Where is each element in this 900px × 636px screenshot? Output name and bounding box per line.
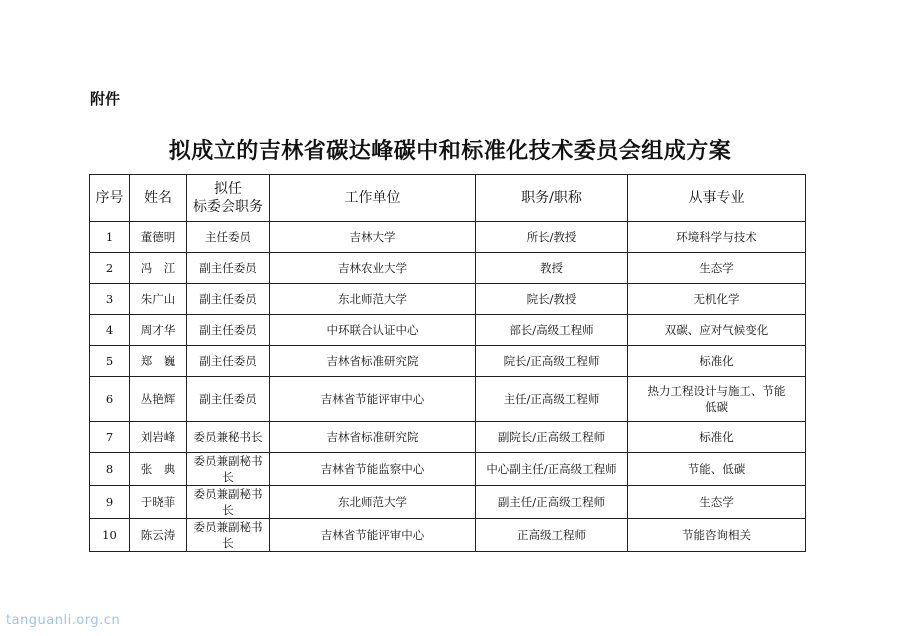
cell-role: 副主任委员: [187, 315, 270, 346]
table-row: [90, 346, 806, 377]
cell-field: 生态学: [628, 486, 806, 519]
cell-org: 东北师范大学: [270, 486, 476, 519]
cell-name: 张 典: [130, 453, 187, 486]
header-org: 工作单位: [270, 175, 476, 222]
cell-field: 无机化学: [628, 284, 806, 315]
cell-no: 3: [90, 284, 130, 315]
cell-role: 委员兼副秘书长: [187, 519, 270, 552]
cell-name: 刘岩峰: [130, 422, 187, 453]
cell-no: 8: [90, 453, 130, 486]
cell-no: 7: [90, 422, 130, 453]
cell-role: 副主任委员: [187, 284, 270, 315]
watermark: tanguanli.org.cn: [6, 613, 121, 628]
cell-org: 吉林省节能监察中心: [270, 453, 476, 486]
cell-role: 副主任委员: [187, 346, 270, 377]
cell-role: 委员兼副秘书长: [187, 486, 270, 519]
cell-name: 丛艳辉: [130, 377, 187, 422]
cell-org: 吉林农业大学: [270, 253, 476, 284]
cell-position: 副院长/正高级工程师: [476, 422, 628, 453]
cell-role: 主任委员: [187, 222, 270, 253]
table-row: [90, 315, 806, 346]
cell-position: 中心副主任/正高级工程师: [476, 453, 628, 486]
cell-role: 副主任委员: [187, 253, 270, 284]
cell-field: 节能咨询相关: [628, 519, 806, 552]
cell-role: 委员兼秘书长: [187, 422, 270, 453]
cell-role: 副主任委员: [187, 377, 270, 422]
cell-org: 吉林省标准研究院: [270, 422, 476, 453]
cell-field: 环境科学与技术: [628, 222, 806, 253]
cell-name: 陈云涛: [130, 519, 187, 552]
cell-no: 1: [90, 222, 130, 253]
cell-name: 董德明: [130, 222, 187, 253]
table-row: [90, 453, 806, 486]
cell-position: 教授: [476, 253, 628, 284]
header-name: 姓名: [130, 175, 187, 222]
table-row: [90, 222, 806, 253]
cell-role: 委员兼副秘书长: [187, 453, 270, 486]
cell-name: 冯 江: [130, 253, 187, 284]
cell-no: 9: [90, 486, 130, 519]
cell-position: 正高级工程师: [476, 519, 628, 552]
cell-name: 朱广山: [130, 284, 187, 315]
table-row: [90, 377, 806, 422]
cell-org: 吉林大学: [270, 222, 476, 253]
cell-field: 热力工程设计与施工、节能低碳: [628, 377, 806, 422]
table-row: [90, 253, 806, 284]
table-row: [90, 519, 806, 552]
cell-org: 东北师范大学: [270, 284, 476, 315]
document-title: 拟成立的吉林省碳达峰碳中和标准化技术委员会组成方案: [168, 139, 732, 164]
cell-position: 院长/教授: [476, 284, 628, 315]
cell-position: 部长/高级工程师: [476, 315, 628, 346]
committee-table: [89, 174, 806, 552]
cell-name: 郑 巍: [130, 346, 187, 377]
cell-org: 吉林省节能评审中心: [270, 377, 476, 422]
cell-position: 所长/教授: [476, 222, 628, 253]
table-row: [90, 284, 806, 315]
cell-position: 院长/正高级工程师: [476, 346, 628, 377]
cell-name: 周才华: [130, 315, 187, 346]
cell-org: 中环联合认证中心: [270, 315, 476, 346]
cell-name: 于晓菲: [130, 486, 187, 519]
cell-no: 2: [90, 253, 130, 284]
cell-field: 生态学: [628, 253, 806, 284]
cell-org: 吉林省标准研究院: [270, 346, 476, 377]
cell-no: 5: [90, 346, 130, 377]
cell-field: 节能、低碳: [628, 453, 806, 486]
cell-field: 标准化: [628, 346, 806, 377]
cell-no: 6: [90, 377, 130, 422]
table-row: [90, 486, 806, 519]
cell-field: 标准化: [628, 422, 806, 453]
header-role-line1: 拟任: [214, 181, 242, 197]
header-role: [187, 175, 270, 222]
header-field: 从事专业: [628, 175, 806, 222]
cell-field: 双碳、应对气候变化: [628, 315, 806, 346]
table-row: [90, 422, 806, 453]
cell-position: 主任/正高级工程师: [476, 377, 628, 422]
cell-no: 10: [90, 519, 130, 552]
header-role-line2: 标委会职务: [193, 199, 263, 215]
attachment-label: 附件: [90, 90, 121, 108]
cell-position: 副主任/正高级工程师: [476, 486, 628, 519]
cell-org: 吉林省节能评审中心: [270, 519, 476, 552]
table-header-row: [90, 175, 806, 222]
header-position: 职务/职称: [476, 175, 628, 222]
header-no: 序号: [90, 175, 130, 222]
cell-no: 4: [90, 315, 130, 346]
